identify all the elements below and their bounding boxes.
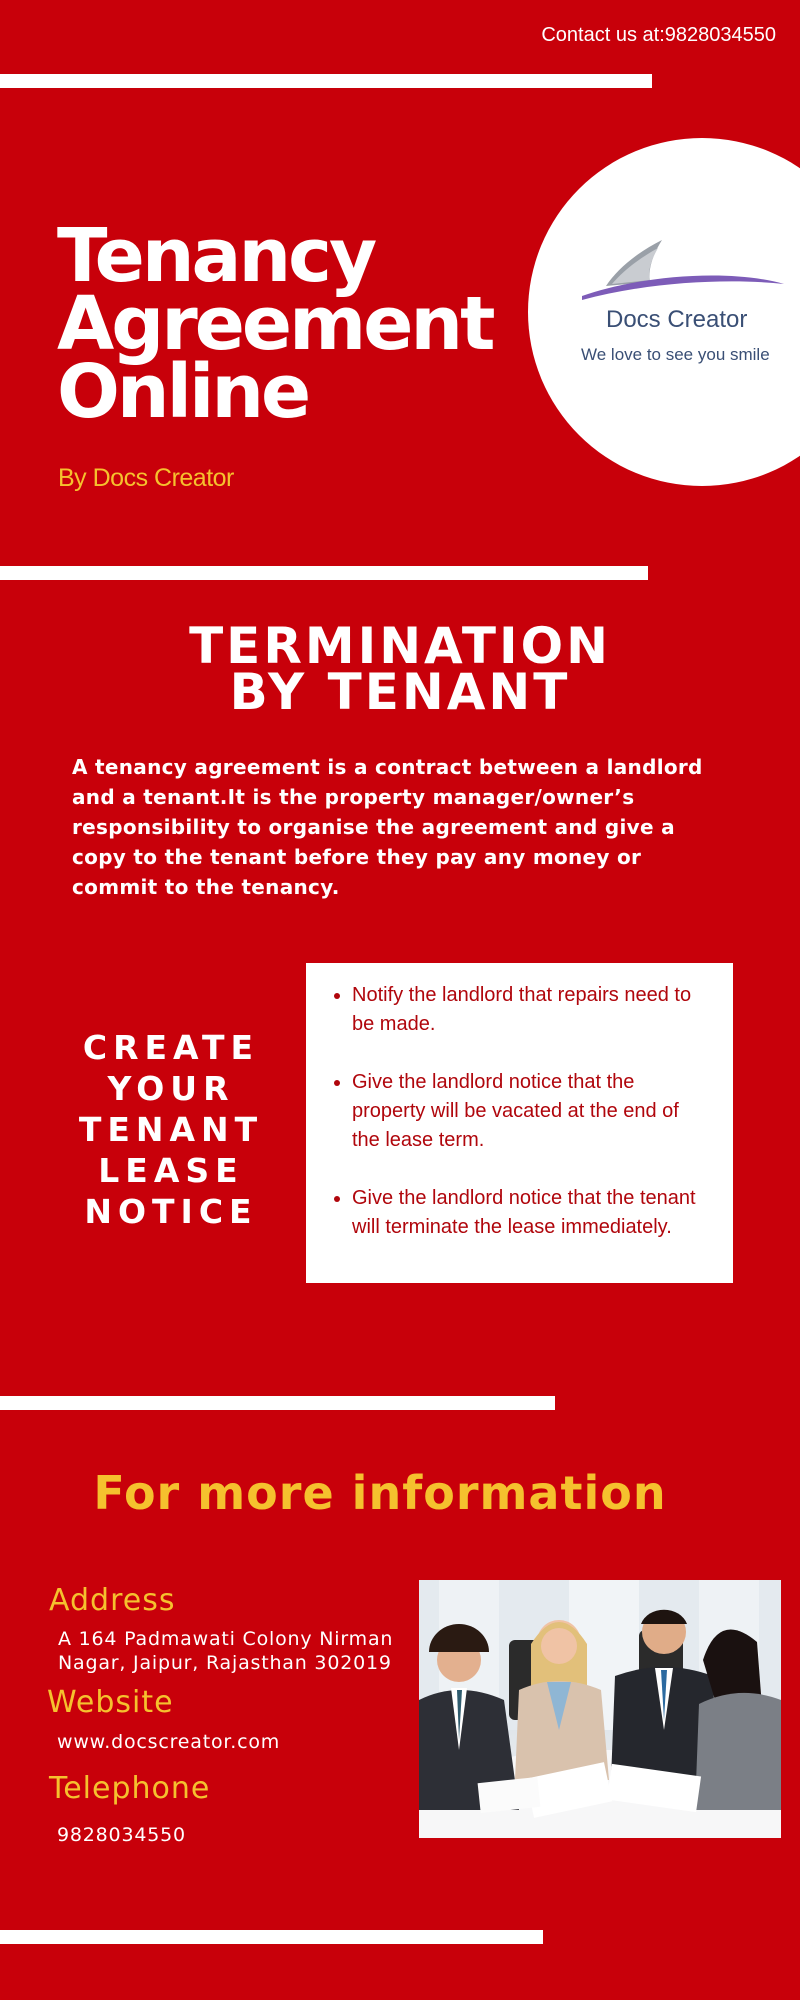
create-heading-line-2: YOUR <box>107 1069 235 1108</box>
create-heading-line-1: CREATE <box>82 1028 260 1067</box>
address-line-1: A 164 Padmawati Colony Nirman <box>58 1628 394 1650</box>
address-label: Address <box>49 1583 176 1618</box>
byline: By Docs Creator <box>58 464 234 492</box>
notice-list <box>332 981 709 1242</box>
divider-bar-top <box>0 74 652 88</box>
logo-badge <box>528 138 800 486</box>
termination-title <box>0 617 800 721</box>
divider-bar-bottom <box>0 1930 543 1944</box>
hero-title-line-1: Tenancy <box>57 213 375 299</box>
create-heading-line-5: NOTICE <box>84 1192 258 1231</box>
divider-bar-3 <box>0 1396 555 1410</box>
shark-fin-logo-icon <box>578 238 788 302</box>
divider-bar-2 <box>0 566 648 580</box>
telephone-label: Telephone <box>49 1771 211 1806</box>
business-meeting-photo <box>419 1580 781 1838</box>
termination-title-line-1: TERMINATION <box>189 617 611 675</box>
hero-title-line-3: Online <box>57 349 309 435</box>
list-item: Give the landlord notice that the tenant will terminate the lease immediately. <box>332 1184 709 1242</box>
meeting-illustration <box>419 1580 781 1838</box>
address-line-2: Nagar, Jaipur, Rajasthan 302019 <box>58 1652 392 1674</box>
more-info-heading: For more information <box>93 1466 667 1520</box>
termination-title-line-2: BY TENANT <box>229 663 571 721</box>
list-item: Notify the landlord that repairs need to be made. <box>332 981 709 1039</box>
address-value <box>58 1627 393 1675</box>
list-item: Give the landlord notice that the property will be vacated at the end of the lease term. <box>332 1068 709 1155</box>
telephone-value: 9828034550 <box>57 1824 186 1846</box>
create-notice-heading <box>58 1027 284 1232</box>
create-heading-line-3: TENANT <box>78 1110 264 1149</box>
hero-title-line-2: Agreement <box>57 281 493 367</box>
intro-paragraph: A tenancy agreement is a contract between a landlord and a tenant.It is the property manager/owner’s responsibility to organise the agreement and give a copy to the tenant before they pay any money or commit to the tenancy. <box>72 755 703 899</box>
create-heading-line-4: LEASE <box>98 1151 244 1190</box>
website-link[interactable]: www.docscreator.com <box>57 1731 281 1753</box>
notice-list-box <box>306 963 733 1283</box>
hero-title <box>57 213 517 435</box>
website-label: Website <box>47 1685 174 1720</box>
logo-name: Docs Creator <box>606 306 748 333</box>
contact-info: Contact us at:9828034550 <box>541 24 776 46</box>
logo-tagline: We love to see you smile <box>581 345 770 364</box>
